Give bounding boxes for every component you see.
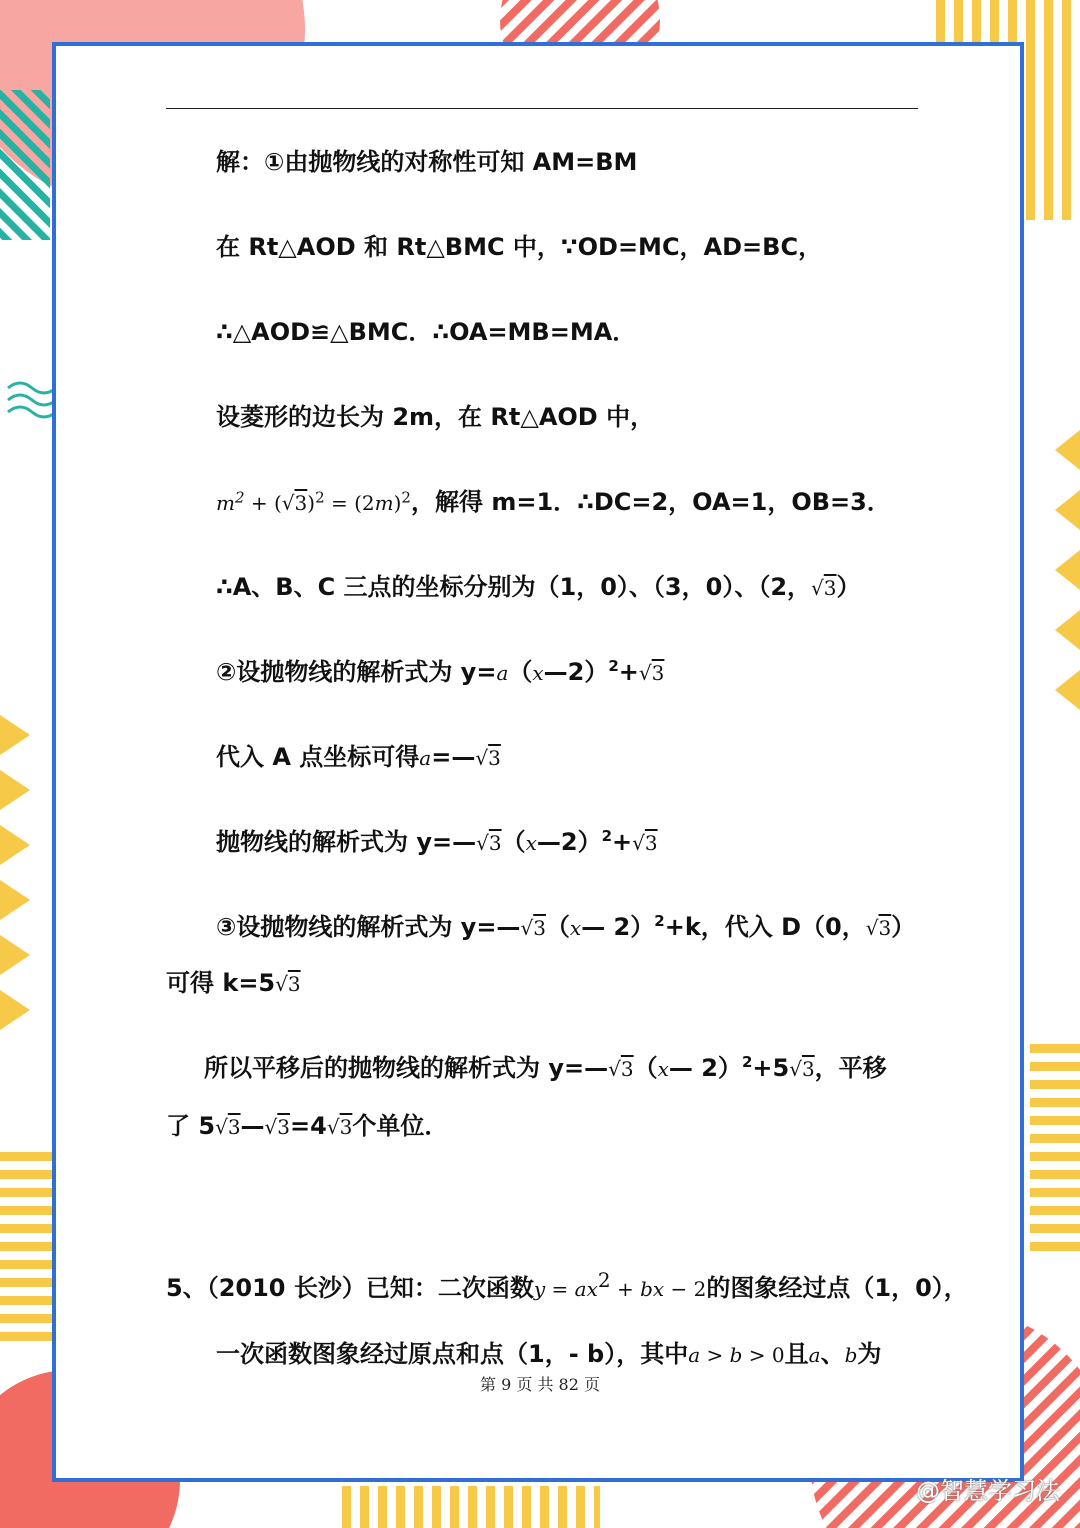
yellow-triangles-right xyxy=(1055,430,1080,710)
yellow-stripes-bottom xyxy=(340,1486,600,1528)
yellow-stripes-right xyxy=(1030,1040,1080,1260)
problem-5-line-2: 一次函数图象经过原点和点（1，- b），其中a > b > 0且a、b为 xyxy=(216,1340,882,1368)
document-page xyxy=(52,42,1024,1482)
solution-line-9: 抛物线的解析式为 y=—√3（x—2）$^2$+√3 xyxy=(216,827,658,856)
solution-line-13: 了 5√3—√3=4√3个单位． xyxy=(166,1112,449,1140)
solution-line-2: 在 Rt△AOD 和 Rt△BMC 中，∵OD=MC，AD=BC， xyxy=(216,233,823,261)
yellow-stripes-left-bottom xyxy=(0,1150,52,1350)
solution-line-3: ∴△AOD≌△BMC．∴OA=MB=MA． xyxy=(216,318,637,346)
solution-line-6: ∴A、B、C 三点的坐标分别为（1，0）、（3，0）、（2，√3） xyxy=(216,573,861,601)
solution-line-10: ③设抛物线的解析式为 y=—√3（x— 2）$^2$+k，代入 D（0，√3） xyxy=(216,912,916,941)
yellow-triangles-left xyxy=(0,715,30,1030)
solution-line-1: 解：①由抛物线的对称性可知 AM=BM xyxy=(216,148,638,176)
solution-line-11: 可得 k=5√3 xyxy=(166,969,301,997)
solution-line-7: ②设抛物线的解析式为 y=a（x—2）$^2$+√3 xyxy=(216,657,665,686)
page-footer: 第 9 页 共 82 页 xyxy=(480,1375,600,1394)
solution-line-8: 代入 A 点坐标可得a=—√3 xyxy=(216,743,501,771)
watermark: @智慧学习法 xyxy=(916,1477,1060,1505)
solution-line-12: 所以平移后的抛物线的解析式为 y=—√3（x— 2）$^2$+5√3，平移 xyxy=(204,1053,887,1082)
header-rule xyxy=(166,108,918,109)
problem-5-line-1: 5、（2010 长沙）已知：二次函数$y = ax^2$ + bx − 2的图象经过点（1，0）， xyxy=(166,1268,968,1302)
solution-line-4: 设菱形的边长为 2m，在 Rt△AOD 中， xyxy=(216,403,655,431)
solution-line-5: $m^2 + (√3)^2 = (2m)^2$，解得 m=1．∴DC=2，OA=1，OB=3． xyxy=(216,488,891,516)
equation-m-squared: $m^2$ xyxy=(216,488,245,515)
teal-stripes-left xyxy=(0,90,50,240)
